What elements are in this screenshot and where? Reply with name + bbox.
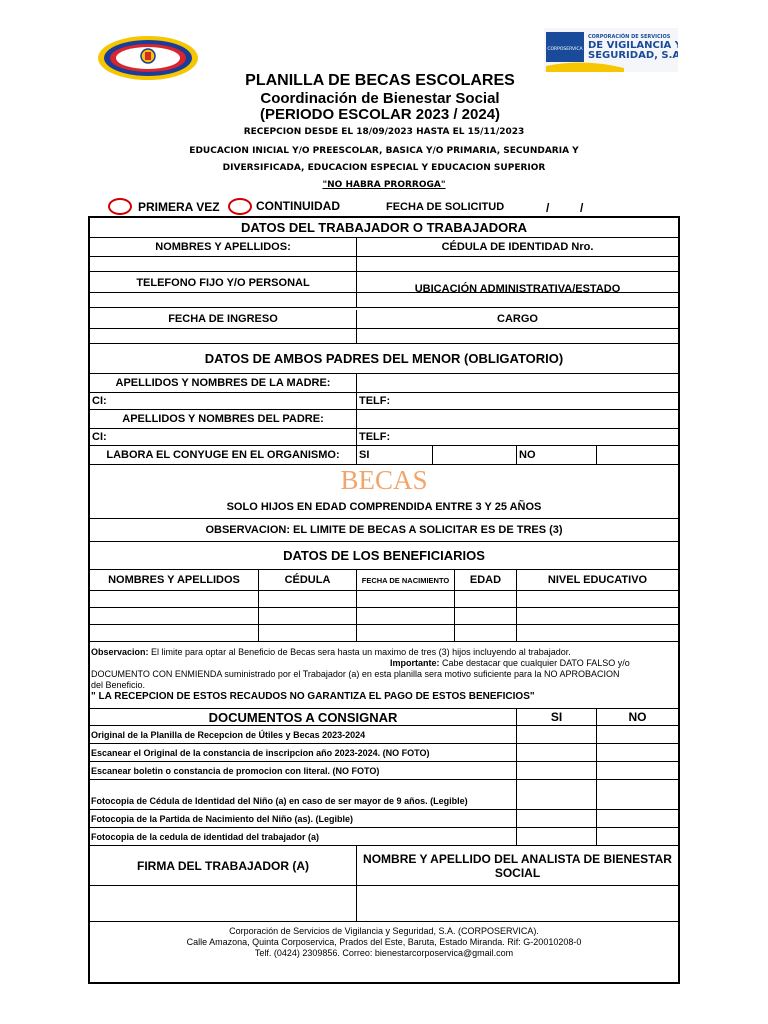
father-name-label: APELLIDOS Y NOMBRES DEL PADRE:	[122, 413, 324, 425]
document-item-no[interactable]	[596, 726, 678, 744]
page-title: PLANILLA DE BECAS ESCOLARES	[245, 72, 515, 89]
father-name-field[interactable]	[356, 410, 678, 428]
svg-text:DE VIGILANCIA Y: DE VIGILANCIA Y	[588, 40, 678, 51]
corposervica-brand: CORPOSERVICA	[547, 47, 583, 52]
first-time-radio[interactable]	[108, 198, 132, 215]
first-time-label: PRIMERA VEZ	[138, 200, 220, 214]
beneficiary-row-1-id[interactable]	[258, 590, 356, 607]
document-item-yes[interactable]	[516, 810, 596, 828]
analyst-name-label: NOMBRE Y APELLIDO DEL ANALISTA DE BIENESTAR SOCIAL	[356, 846, 678, 886]
worker-id-label: CÉDULA DE IDENTIDAD Nro.	[356, 238, 678, 256]
worker-phone-field[interactable]	[90, 292, 356, 308]
documents-yes-header: SI	[516, 708, 596, 726]
beneficiary-row-3-names[interactable]	[90, 624, 258, 642]
document-item-yes[interactable]	[516, 762, 596, 780]
beneficiary-row-2-level[interactable]	[516, 607, 678, 624]
document-item-yes[interactable]	[516, 726, 596, 744]
becas-heading: BECAS	[90, 464, 678, 496]
svg-text:SEGURIDAD, S.A.: SEGURIDAD, S.A.	[588, 50, 678, 61]
mother-phone-field[interactable]: TELF:	[356, 392, 678, 410]
page-subtitle: Coordinación de Bienestar Social	[260, 90, 500, 107]
father-ci-field[interactable]: CI:	[90, 428, 356, 446]
hire-date-field[interactable]	[90, 328, 356, 344]
request-options	[108, 198, 678, 216]
worker-signature-field[interactable]	[90, 886, 356, 922]
mother-ci-field[interactable]: CI:	[90, 392, 356, 410]
spouse-yes-field[interactable]	[432, 446, 516, 464]
spouse-no-field[interactable]	[596, 446, 678, 464]
father-phone-field[interactable]: TELF:	[356, 428, 678, 446]
important-note-end: del Beneficio.	[91, 680, 146, 690]
hire-date-label: FECHA DE INGRESO	[168, 313, 278, 325]
continuity-radio[interactable]	[228, 198, 252, 215]
beneficiary-row-3-birthdate[interactable]	[356, 624, 454, 642]
important-note: Importante: Cabe destacar que cualquier DATO FALSO y/o	[390, 658, 630, 668]
date-separator: /	[546, 201, 550, 215]
document-item: Fotocopia de la cedula de identidad del trabajador (a)	[90, 828, 516, 846]
important-note-continued: DOCUMENTO CON ENMIENDA suministrado por el Trabajador (a) en esta planilla sera motivo suficiente para la NO APROBACION	[91, 669, 620, 679]
beneficiary-row-2-names[interactable]	[90, 607, 258, 624]
svg-text:CORPORACIÓN DE SERVICIOS: CORPORACIÓN DE SERVICIOS	[588, 34, 671, 40]
beneficiary-row-2-age[interactable]	[454, 607, 516, 624]
mother-name-field[interactable]	[356, 374, 678, 392]
reception-dates: RECEPCION DESDE EL 18/09/2023 HASTA EL 15/11/2023	[243, 127, 525, 137]
footer-address: Calle Amazona, Quinta Corposervica, Prados del Este, Baruta, Estado Miranda. Rif: G-20010208-0	[186, 937, 582, 947]
document-item: Escanear boletin o constancia de promocion con literal. (NO FOTO)	[90, 762, 516, 780]
spouse-no-label: NO	[516, 446, 596, 464]
worker-location-field[interactable]	[356, 292, 678, 308]
worker-location-label: UBICACIÓN ADMINISTRATIVA/ESTADO	[356, 256, 678, 292]
beneficiaries-section-title: DATOS DE LOS BENEFICIARIOS	[90, 542, 678, 570]
beneficiary-row-3-age[interactable]	[454, 624, 516, 642]
spouse-label: LABORA EL CONYUGE EN EL ORGANISMO:	[106, 449, 340, 461]
observation-note: Observacion: El limite para optar al Beneficio de Becas sera hasta un maximo de tres (3) hijos incluyendo al trabajador.	[91, 647, 571, 657]
date-separator: /	[580, 201, 584, 215]
parents-section-title: DATOS DE AMBOS PADRES DEL MENOR (OBLIGATORIO)	[90, 344, 678, 374]
document-item-no[interactable]	[596, 780, 678, 810]
beneficiary-row-3-level[interactable]	[516, 624, 678, 642]
document-item-no[interactable]	[596, 762, 678, 780]
footer-contact: Telf. (0424) 2309856. Correo: bienestarcorposervica@gmail.com	[254, 948, 514, 958]
beneficiary-row-1-age[interactable]	[454, 590, 516, 607]
request-date-label: FECHA DE SOLICITUD	[386, 201, 505, 213]
beneficiary-id-header: CÉDULA	[258, 570, 356, 590]
document-item-yes[interactable]	[516, 828, 596, 846]
footer-company: Corporación de Servicios de Vigilancia y Seguridad, S.A. (CORPOSERVICA).	[229, 926, 539, 936]
documents-section-title: DOCUMENTOS A CONSIGNAR	[90, 708, 516, 726]
position-label: CARGO	[356, 310, 678, 328]
no-extension-notice: "NO HABRA PRORROGA"	[322, 180, 446, 190]
spouse-yes-label: SI	[356, 446, 432, 464]
age-range-notice: SOLO HIJOS EN EDAD COMPRENDIDA ENTRE 3 Y 25 AÑOS	[226, 501, 542, 513]
beneficiary-names-header: NOMBRES Y APELLIDOS	[108, 574, 240, 586]
analyst-name-field[interactable]	[356, 886, 678, 922]
document-item: Fotocopia de Cédula de Identidad del Niño (a) en caso de ser mayor de 9 años. (Legible)	[90, 780, 516, 810]
document-item-yes[interactable]	[516, 780, 596, 810]
beneficiary-birthdate-header: FECHA DE NACIMIENTO	[356, 570, 454, 590]
education-levels-1: EDUCACION INICIAL Y/O PREESCOLAR, BASICA Y/O PRIMARIA, SECUNDARIA Y	[189, 146, 579, 156]
beneficiary-row-1-birthdate[interactable]	[356, 590, 454, 607]
worker-signature-label: FIRMA DEL TRABAJADOR (A)	[90, 846, 356, 886]
document-item: Escanear el Original de la constancia de inscripcion año 2023-2024. (NO FOTO)	[90, 744, 516, 762]
scholarship-form	[88, 216, 680, 984]
document-item-no[interactable]	[596, 828, 678, 846]
document-item: Original de la Planilla de Recepcion de Útiles y Becas 2023-2024	[90, 726, 516, 744]
beneficiary-level-header: NIVEL EDUCATIVO	[516, 570, 678, 590]
document-item-no[interactable]	[596, 810, 678, 828]
beneficiary-row-2-id[interactable]	[258, 607, 356, 624]
worker-phone-label: TELEFONO FIJO Y/O PERSONAL	[136, 277, 310, 289]
continuity-label: CONTINUIDAD	[256, 199, 340, 213]
beneficiary-age-header: EDAD	[454, 570, 516, 590]
education-levels-2: DIVERSIFICADA, EDUCACION ESPECIAL Y EDUCACION SUPERIOR	[222, 163, 546, 173]
worker-names-label: NOMBRES Y APELLIDOS:	[155, 241, 291, 253]
mother-name-label: APELLIDOS Y NOMBRES DE LA MADRE:	[115, 377, 331, 389]
beneficiary-row-3-id[interactable]	[258, 624, 356, 642]
school-period: (PERIODO ESCOLAR 2023 / 2024)	[259, 106, 501, 123]
beneficiary-row-1-names[interactable]	[90, 590, 258, 607]
position-field[interactable]	[356, 328, 678, 344]
document-item: Fotocopia de la Partida de Nacimiento del Niño (as). (Legible)	[90, 810, 516, 828]
documents-no-header: NO	[596, 708, 678, 726]
worker-section-title: DATOS DEL TRABAJADOR O TRABAJADORA	[90, 218, 678, 238]
becas-limit-notice: OBSERVACION: EL LIMITE DE BECAS A SOLICITAR ES DE TRES (3)	[90, 518, 678, 542]
corposervica-logo	[544, 28, 678, 72]
beneficiary-row-2-birthdate[interactable]	[356, 607, 454, 624]
document-item-no[interactable]	[596, 744, 678, 762]
no-guarantee-notice: " LA RECEPCION DE ESTOS RECAUDOS NO GARANTIZA EL PAGO DE ESTOS BENEFICIOS"	[91, 691, 535, 702]
beneficiary-row-1-level[interactable]	[516, 590, 678, 607]
document-item-yes[interactable]	[516, 744, 596, 762]
worker-names-field[interactable]	[90, 256, 356, 272]
